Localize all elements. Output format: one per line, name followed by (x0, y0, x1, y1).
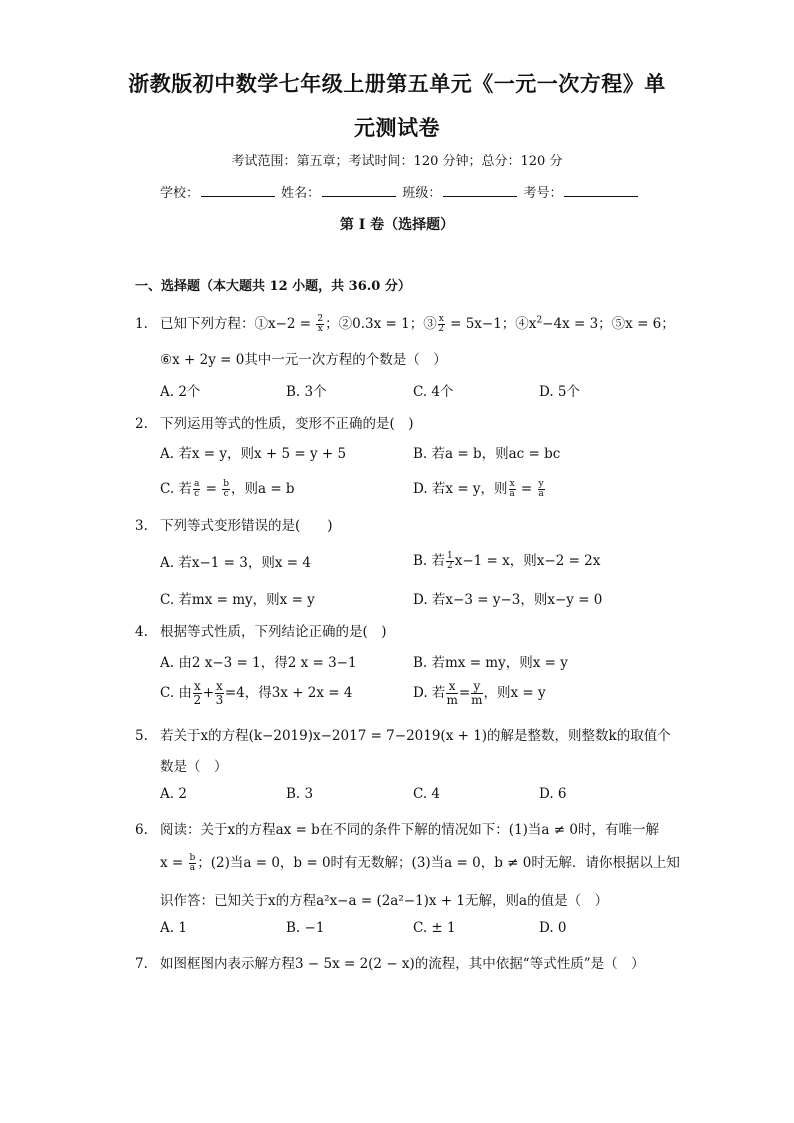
option-d[interactable]: D. 若 $\frac{x}{m}$ = $\frac{y}{m}$ ，则x = y (413, 679, 546, 707)
student-info-line (160, 182, 640, 201)
question-6-line3: 识作答：已知关于x的方程a²x−a = (2a²−1)x + 1无解，则a的值是（ ） (160, 893, 609, 909)
class-label: 班级： (402, 186, 442, 201)
option-b[interactable]: B. 若a = b，则ac = bc (413, 446, 561, 462)
fraction: $\frac{y}{m}$ (471, 679, 483, 707)
option-b[interactable]: B. 若mx = my，则x = y (413, 655, 568, 671)
option-a[interactable]: A. 由2 x−3 = 1，得2 x = 3−1 (160, 655, 357, 671)
option-c[interactable]: C. 4 (413, 786, 441, 802)
fraction: $\frac{x}{2}$ (438, 314, 445, 334)
school-blank[interactable] (201, 186, 275, 197)
question-5-line2: 数是（ ） (160, 759, 228, 775)
option-d[interactable]: D. 0 (539, 920, 567, 936)
question-6 (135, 818, 659, 838)
fraction: $\frac{1}{2}$ (447, 551, 453, 571)
exam-info: 考试范围：第五章；考试时间：120 分钟；总分：120 分 (231, 154, 563, 169)
option-c[interactable]: C. 若 $\frac{a}{c}$ = $\frac{b}{c}$ ，则a = b (160, 479, 295, 499)
fraction: $\frac{y}{a}$ (538, 479, 544, 499)
fraction: $\frac{2}{x}$ (317, 314, 324, 334)
question-number: 7. (135, 956, 148, 972)
question-2 (135, 412, 414, 432)
question-number: 2. (135, 416, 148, 432)
option-d[interactable]: D. 6 (539, 786, 567, 802)
question-text: 下列运用等式的性质，变形不正确的是( ) (160, 416, 414, 432)
question-text: 根据等式性质，下列结论正确的是( ) (160, 624, 387, 640)
question-3 (135, 514, 333, 534)
question-number: 5. (135, 728, 148, 744)
question-number: 3. (135, 518, 148, 534)
option-b[interactable]: B. 3个 (286, 384, 327, 400)
fraction: $\frac{x}{m}$ (446, 679, 458, 707)
option-a[interactable]: A. 2个 (160, 384, 201, 400)
option-c[interactable]: C. 4个 (413, 384, 454, 400)
class-blank[interactable] (443, 186, 517, 197)
option-c[interactable]: C. 若mx = my，则x = y (160, 592, 315, 608)
volume-title: 第 I 卷（选择题） (339, 217, 455, 233)
option-a[interactable]: A. 1 (160, 920, 187, 936)
question-6-line2: x = $\frac{b}{a}$ ；(2)当a = 0，b = 0时有无数解；(3)当a = 0，b ≠ 0时无解．请你根据以上知 (160, 853, 680, 873)
question-text: −4x = 3；⑤x = 6； (542, 316, 675, 332)
option-a[interactable]: A. 若x = y，则x + 5 = y + 5 (160, 446, 347, 462)
question-text: 阅读：关于x的方程ax = b在不同的条件下解的情况如下：(1)当a ≠ 0时，有唯一解 (160, 822, 659, 838)
option-d[interactable]: D. 若x = y，则 $\frac{x}{a}$ = $\frac{y}{a}$ (413, 479, 544, 499)
question-number: 4. (135, 624, 148, 640)
option-c[interactable]: C. ± 1 (413, 920, 456, 936)
fraction: $\frac{a}{c}$ (193, 479, 200, 499)
question-text: 下列等式变形错误的是( ) (160, 518, 333, 534)
fraction: $\frac{x}{a}$ (509, 479, 515, 499)
option-b[interactable]: B. 若 $\frac{1}{2}$ x−1 = x，则x−2 = 2x (413, 551, 601, 571)
question-1-line2: ⑥x + 2y = 0其中一元一次方程的个数是（ ） (160, 352, 447, 368)
option-b[interactable]: B. 3 (286, 786, 314, 802)
option-b[interactable]: B. −1 (286, 920, 325, 936)
name-label: 姓名： (281, 186, 321, 201)
fraction: $\frac{b}{c}$ (223, 479, 229, 499)
number-label: 考号： (523, 186, 563, 201)
fraction: $\frac{x}{2}$ (193, 679, 202, 707)
question-text: 如图框图内表示解方程3 − 5x = 2(2 − x)的流程，其中依据“等式性质”是（ ） (160, 956, 645, 972)
question-text: 已知下列方程：① (160, 316, 268, 332)
option-d[interactable]: D. 若x−3 = y−3，则x−y = 0 (413, 592, 603, 608)
question-text: = 5x−1；④x (445, 316, 537, 332)
name-blank[interactable] (322, 186, 396, 197)
question-text: 若关于x的方程(k−2019)x−2017 = 7−2019(x + 1)的解是整数，则整数k的取值个 (160, 728, 671, 744)
number-blank[interactable] (564, 186, 638, 197)
page-title-line2: 元测试卷 (354, 115, 440, 140)
question-text: ；②0.3x = 1；③ (325, 316, 437, 332)
fraction: $\frac{b}{a}$ (189, 853, 196, 873)
question-4 (135, 620, 387, 640)
exponent: 2 (536, 315, 543, 326)
question-5 (135, 724, 671, 744)
page-title-line1: 浙教版初中数学七年级上册第五单元《一元一次方程》单 (128, 71, 666, 96)
option-c[interactable]: C. 由 $\frac{x}{2}$ + $\frac{x}{3}$ =4，得3x + 2x = 4 (160, 679, 353, 707)
fraction: $\frac{x}{3}$ (215, 679, 224, 707)
question-number: 6. (135, 822, 148, 838)
question-1 (135, 312, 675, 334)
option-a[interactable]: A. 若x−1 = 3，则x = 4 (160, 555, 311, 571)
question-number: 1. (135, 316, 148, 332)
equation: x−2 = (268, 316, 312, 332)
section-title: 一、选择题（本大题共 12 小题，共 36.0 分） (135, 279, 411, 294)
option-d[interactable]: D. 5个 (539, 384, 581, 400)
question-7 (135, 952, 645, 972)
option-a[interactable]: A. 2 (160, 786, 187, 802)
school-label: 学校： (160, 186, 200, 201)
